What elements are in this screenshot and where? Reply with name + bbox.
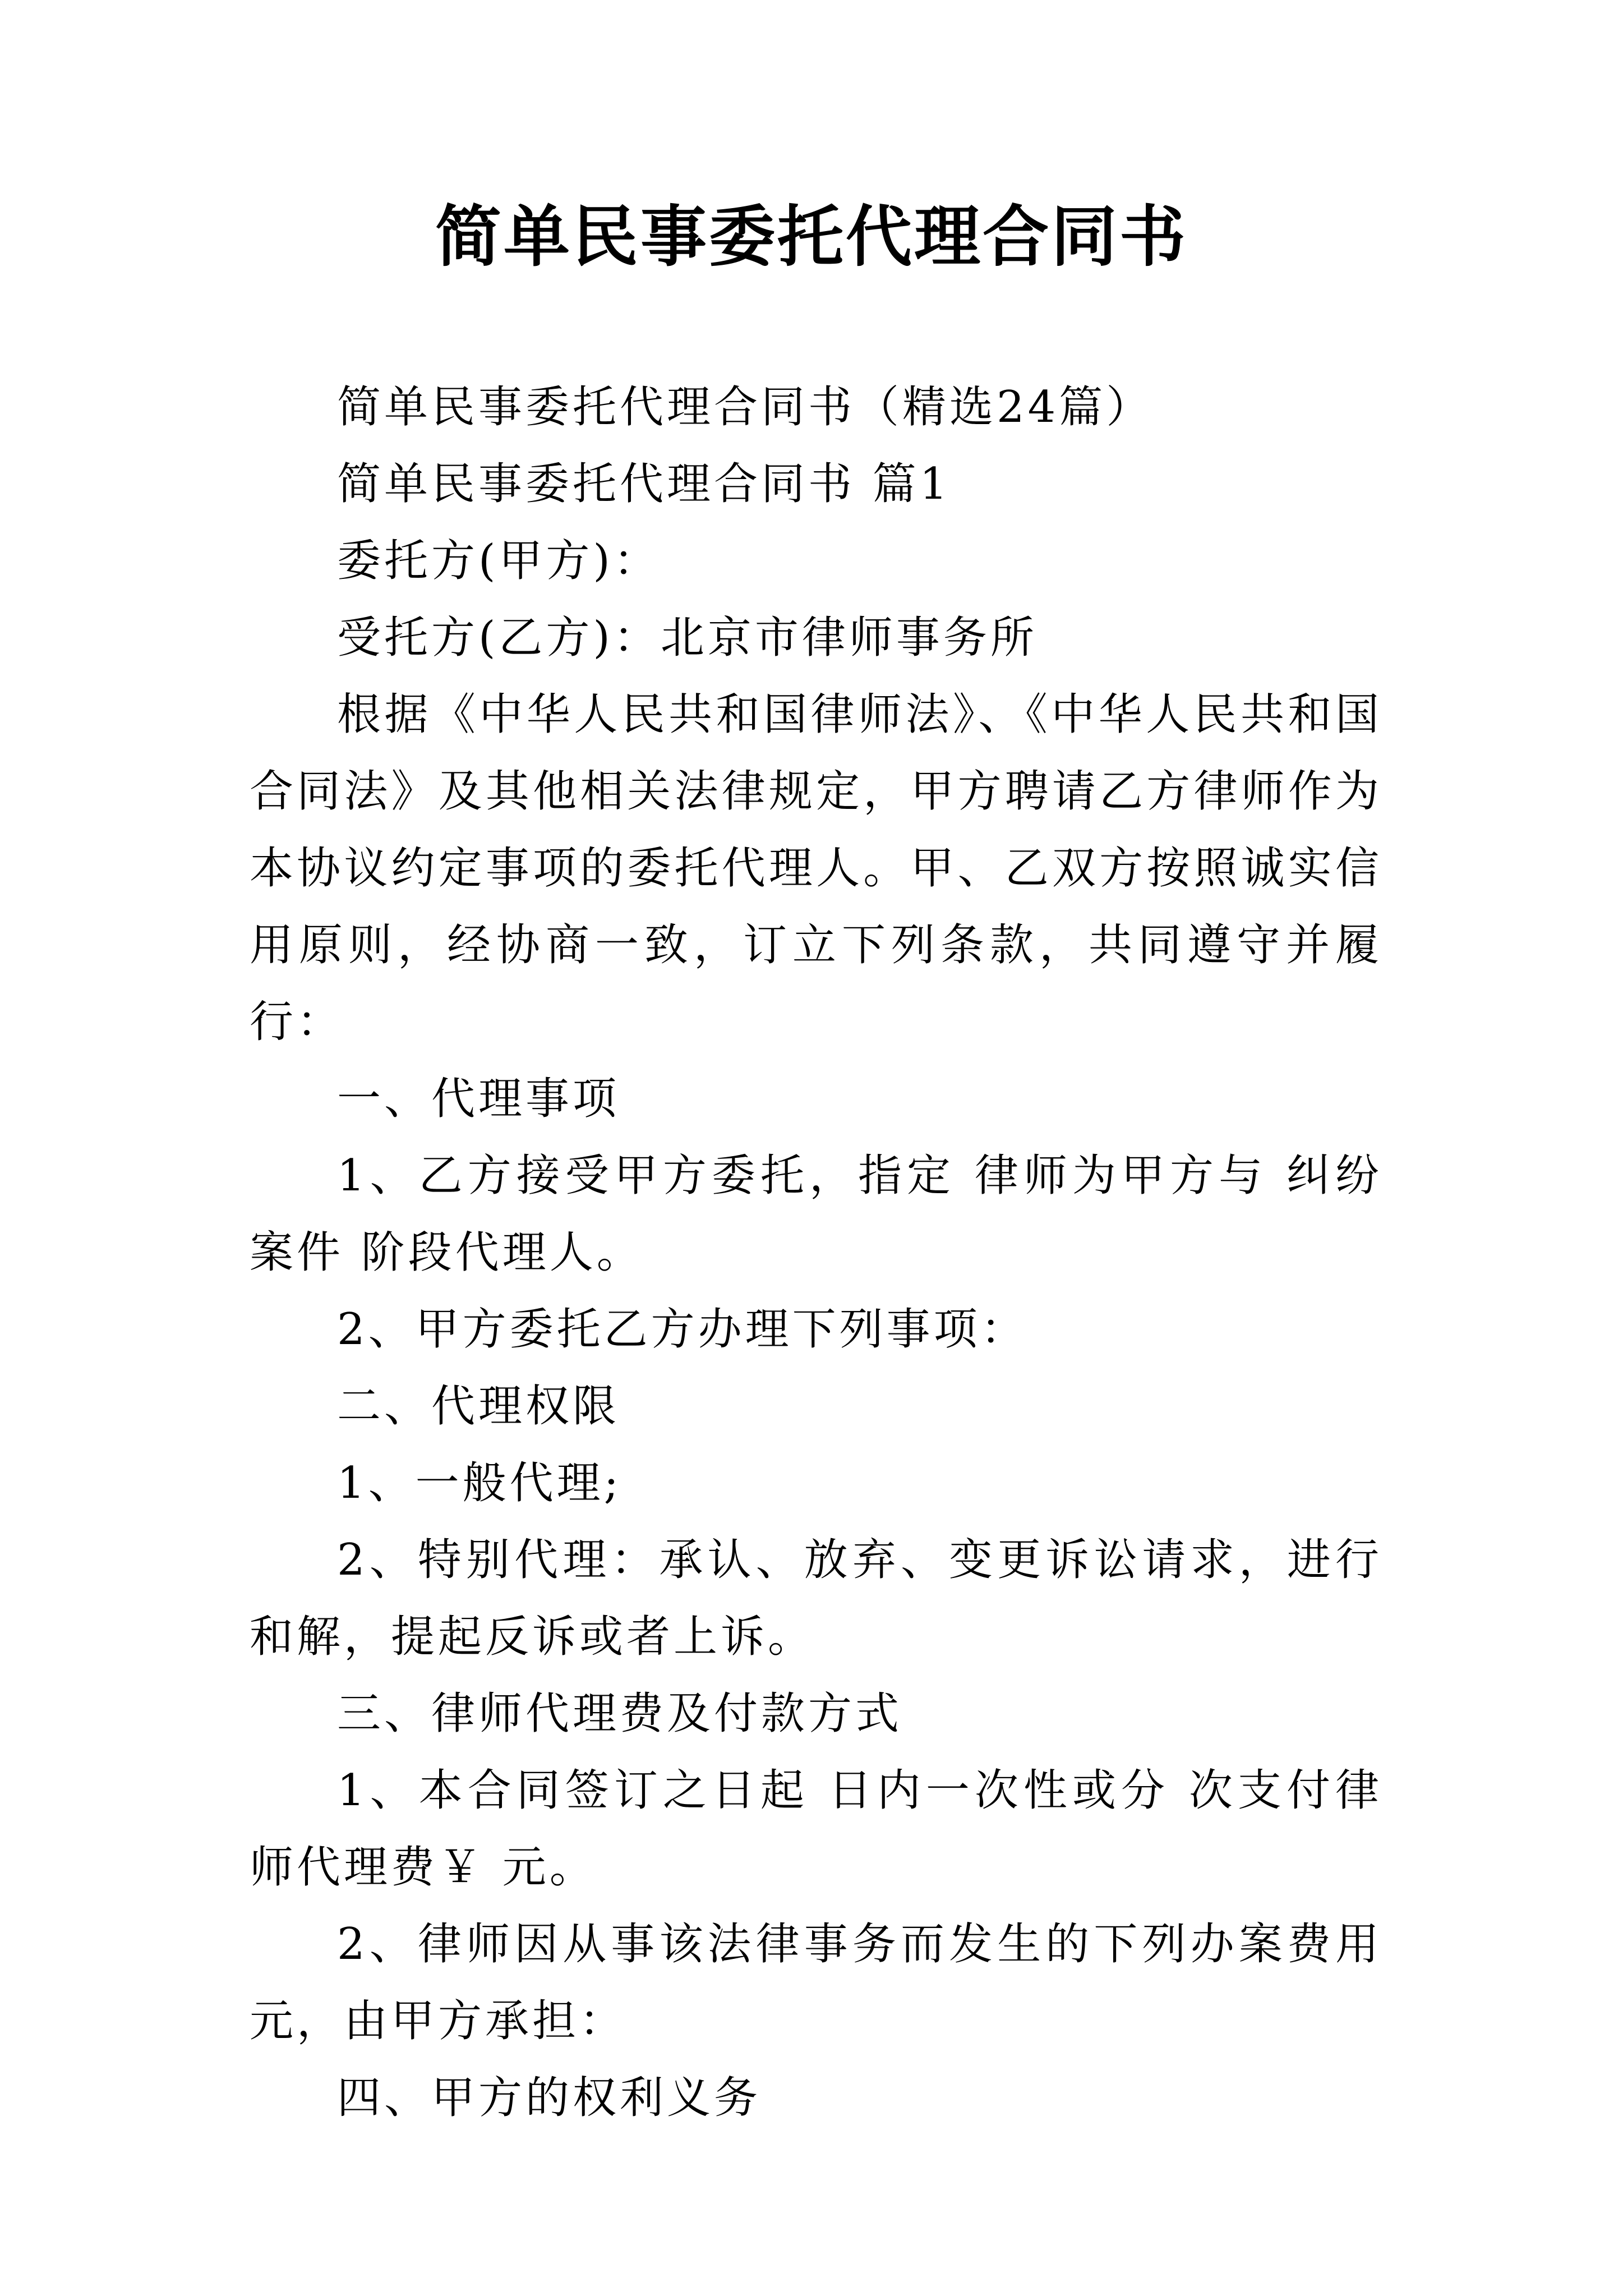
- paragraph-authority-2: 2、特别代理：承认、放弃、变更诉讼请求，进行和解，提起反诉或者上诉。: [250, 1535, 1382, 1662]
- document-title: 简单民事委托代理合同书: [435, 197, 1188, 275]
- paragraph-agency-matter-1: 1、乙方接受甲方委托，指定 律师为甲方与 纠纷案件 阶段代理人。: [250, 1151, 1382, 1278]
- paragraph-authority-1: 1、一般代理;: [337, 1458, 622, 1508]
- paragraph-subtitle: 简单民事委托代理合同书（精选24篇）: [337, 382, 1154, 432]
- paragraph-fees-2: 2、律师因从事该法律事务而发生的下列办案费用 元，由甲方承担：: [250, 1919, 1382, 2046]
- paragraph-client: 委托方(甲方)：: [337, 536, 661, 586]
- paragraph-agency-matter-2: 2、甲方委托乙方办理下列事项：: [337, 1304, 1028, 1355]
- heading-fees: 三、律师代理费及付款方式: [337, 1688, 903, 1739]
- paragraph-preamble: 根据《中华人民共和国律师法》、《中华人民共和国合同法》及其他相关法律规定，甲方聘请乙方律师作为本协议约定事项的委托代理人。甲、乙双方按照诚实信用原则，经协商一致，订立下列条款，共同遵守并履行：: [250, 689, 1382, 1047]
- paragraph-section-heading: 简单民事委托代理合同书 篇1: [337, 459, 951, 509]
- heading-agency-authority: 二、代理权限: [337, 1381, 620, 1432]
- heading-client-rights: 四、甲方的权利义务: [337, 2073, 762, 2123]
- paragraph-agent: 受托方(乙方)：北京市律师事务所: [337, 613, 1038, 663]
- document-body: [250, 369, 1382, 2137]
- paragraph-fees-1: 1、本合同签订之日起 日内一次性或分 次支付律师代理费￥ 元。: [250, 1765, 1382, 1893]
- heading-agency-matters: 一、代理事项: [337, 1074, 620, 1124]
